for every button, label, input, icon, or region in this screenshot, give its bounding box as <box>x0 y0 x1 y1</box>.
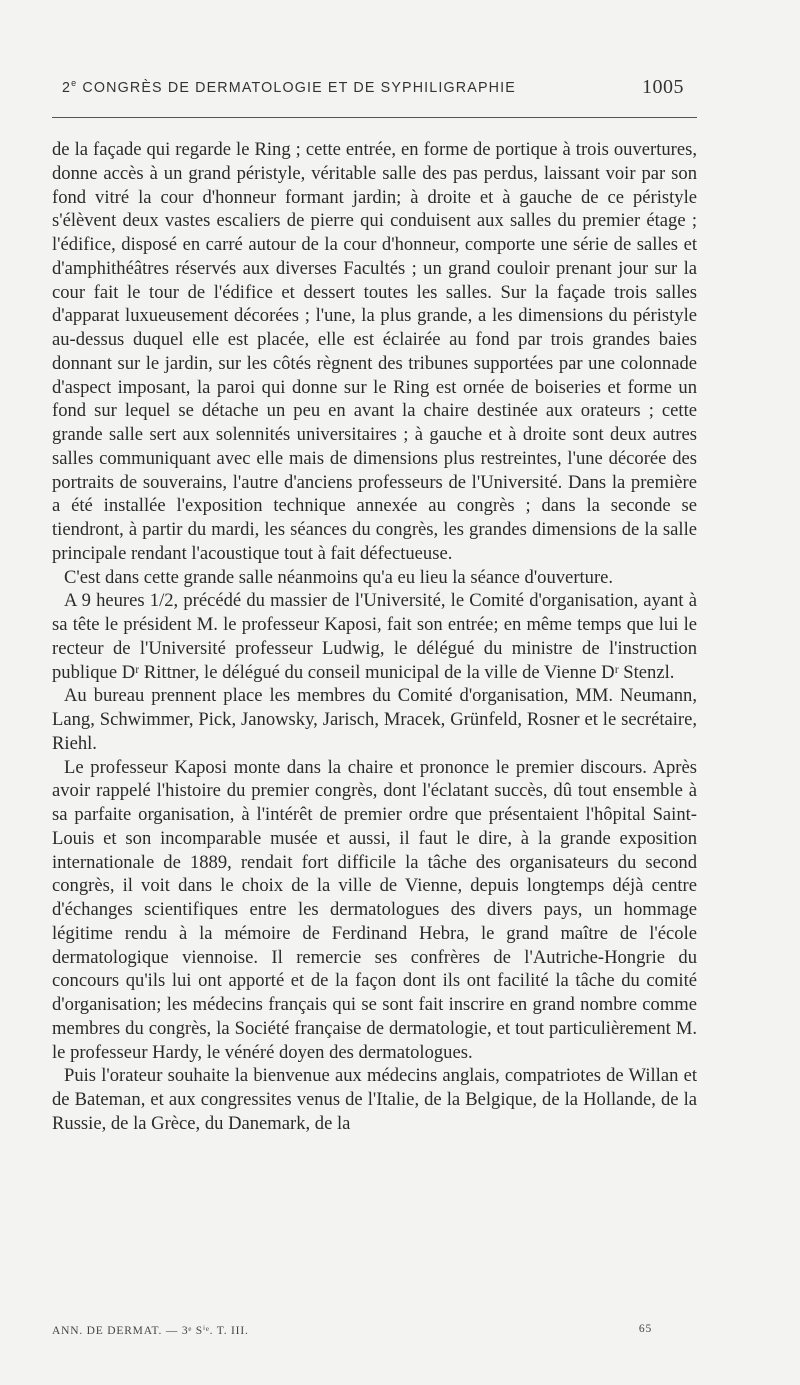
running-title-text: CONGRÈS DE DERMATOLOGIE ET DE SYPHILIGRAPHIE <box>77 79 516 96</box>
paragraph: C'est dans cette grande salle néanmoins qu'a eu lieu la séance d'ouverture. <box>64 566 614 588</box>
paragraph: A 9 heures 1/2, précédé du massier de l'Université, le Comité d'organisation, ayant à sa tête le président M. le professeur Kaposi, fait son entrée; en même temps que lui le recteur de l'Université professeur Ludwig, le délégué du ministre de l'instruction publique Dʳ Rittner, le délégué du conseil municipal de la ville de Vienne Dʳ Stenzl. <box>52 590 697 683</box>
running-title-superscript: e <box>71 78 78 88</box>
footer <box>52 1323 652 1341</box>
footer-signature: ANN. DE DERMAT. — 3ᵉ Sⁱᵉ. T. III. <box>52 1325 249 1337</box>
paragraph: Puis l'orateur souhaite la bienvenue aux médecins anglais, compatriotes de Willan et de Bateman, et aux congressites venus de l'Italie, de la Belgique, de la Hollande, de la Russie, de la Grèce, du Danemark, de la <box>52 1065 697 1134</box>
signature-mark: 65 <box>638 1323 652 1335</box>
page-number: 1005 <box>642 76 684 98</box>
paragraph: de la façade qui regarde le Ring ; cette entrée, en forme de portique à trois ouvertures, donne accès à un grand péristyle, véritable salle des pas perdus, laissant voir par son fond vitré la cour d'honneur formant jardin; à droite et à gauche de ce péristyle s'élèvent deux vastes escaliers de pierre qui conduisent aux salles du premier étage ; l'édifice, disposé en carré autour de la cour d'honneur, comporte une série de salles et d'amphithéâtres réservés aux diverses Facultés ; un grand couloir prenant jour sur la cour fait le tour de l'édifice et dessert toutes les salles. Sur la façade trois salles d'apparat luxueusement décorées ; l'une, la plus grande, a les dimensions du péristyle au-dessus duquel elle est placée, elle est éclairée au fond par trois grandes baies donnant sur le jardin, sur les côtés règnent des tribunes supportées par une colonnade d'aspect imposant, la paroi qui donne sur le Ring est ornée de boiseries et forme un fond sur lequel se détache un peu en avant la chaire destinée aux orateurs ; cette grande salle sert aux solennités universitaires ; à gauche et à droite sont deux autres salles communiquant avec elle mais de dimensions plus restreintes, l'une décorée des portraits de souverains, l'autre d'anciens professeurs de l'Université. Dans la première a été installée l'exposition technique annexée au congrès ; dans la seconde se tiendront, à partir du mardi, les séances du congrès, les grandes dimensions de la salle principale rendant l'acoustique tout à fait défectueuse. <box>52 139 697 564</box>
header-rule <box>52 117 697 118</box>
paragraph: Au bureau prennent place les membres du Comité d'organisation, MM. Neumann, Lang, Schwimmer, Pick, Janowsky, Jarisch, Mracek, Grünfeld, Rosner et le secrétaire, Riehl. <box>52 685 697 754</box>
body-text <box>52 138 697 1136</box>
running-title-number: 2 <box>62 79 72 96</box>
paragraph: Le professeur Kaposi monte dans la chaire et prononce le premier discours. Après avoir rappelé l'histoire du premier congrès, dont l'éclatant succès, dû tout ensemble à sa parfaite organisation, à l'intérêt de premier ordre que présentaient l'hôpital Saint-Louis et son incomparable musée et aussi, il faut le dire, à la grande exposition internationale de 1889, rendait fort difficile la tâche des organisateurs du second congrès, il voit dans le choix de la ville de Vienne, depuis longtemps déjà centre d'échanges scientifiques entre les dermatologues des divers pays, un hommage légitime rendu à la mémoire de Ferdinand Hebra, le grand maître de l'école dermatologique viennoise. Il remercie ses confrères de l'Autriche-Hongrie du concours qu'ils lui ont apporté et de la façon dont ils ont facilité la tâche du comité d'organisation; les médecins français qui se sont fait inscrire en grand nombre comme membres du congrès, la Société française de dermatologie, et tout particulièrement M. le professeur Hardy, le vénéré doyen des dermatologues. <box>52 756 697 1063</box>
running-head <box>52 78 684 106</box>
running-title <box>62 78 516 96</box>
